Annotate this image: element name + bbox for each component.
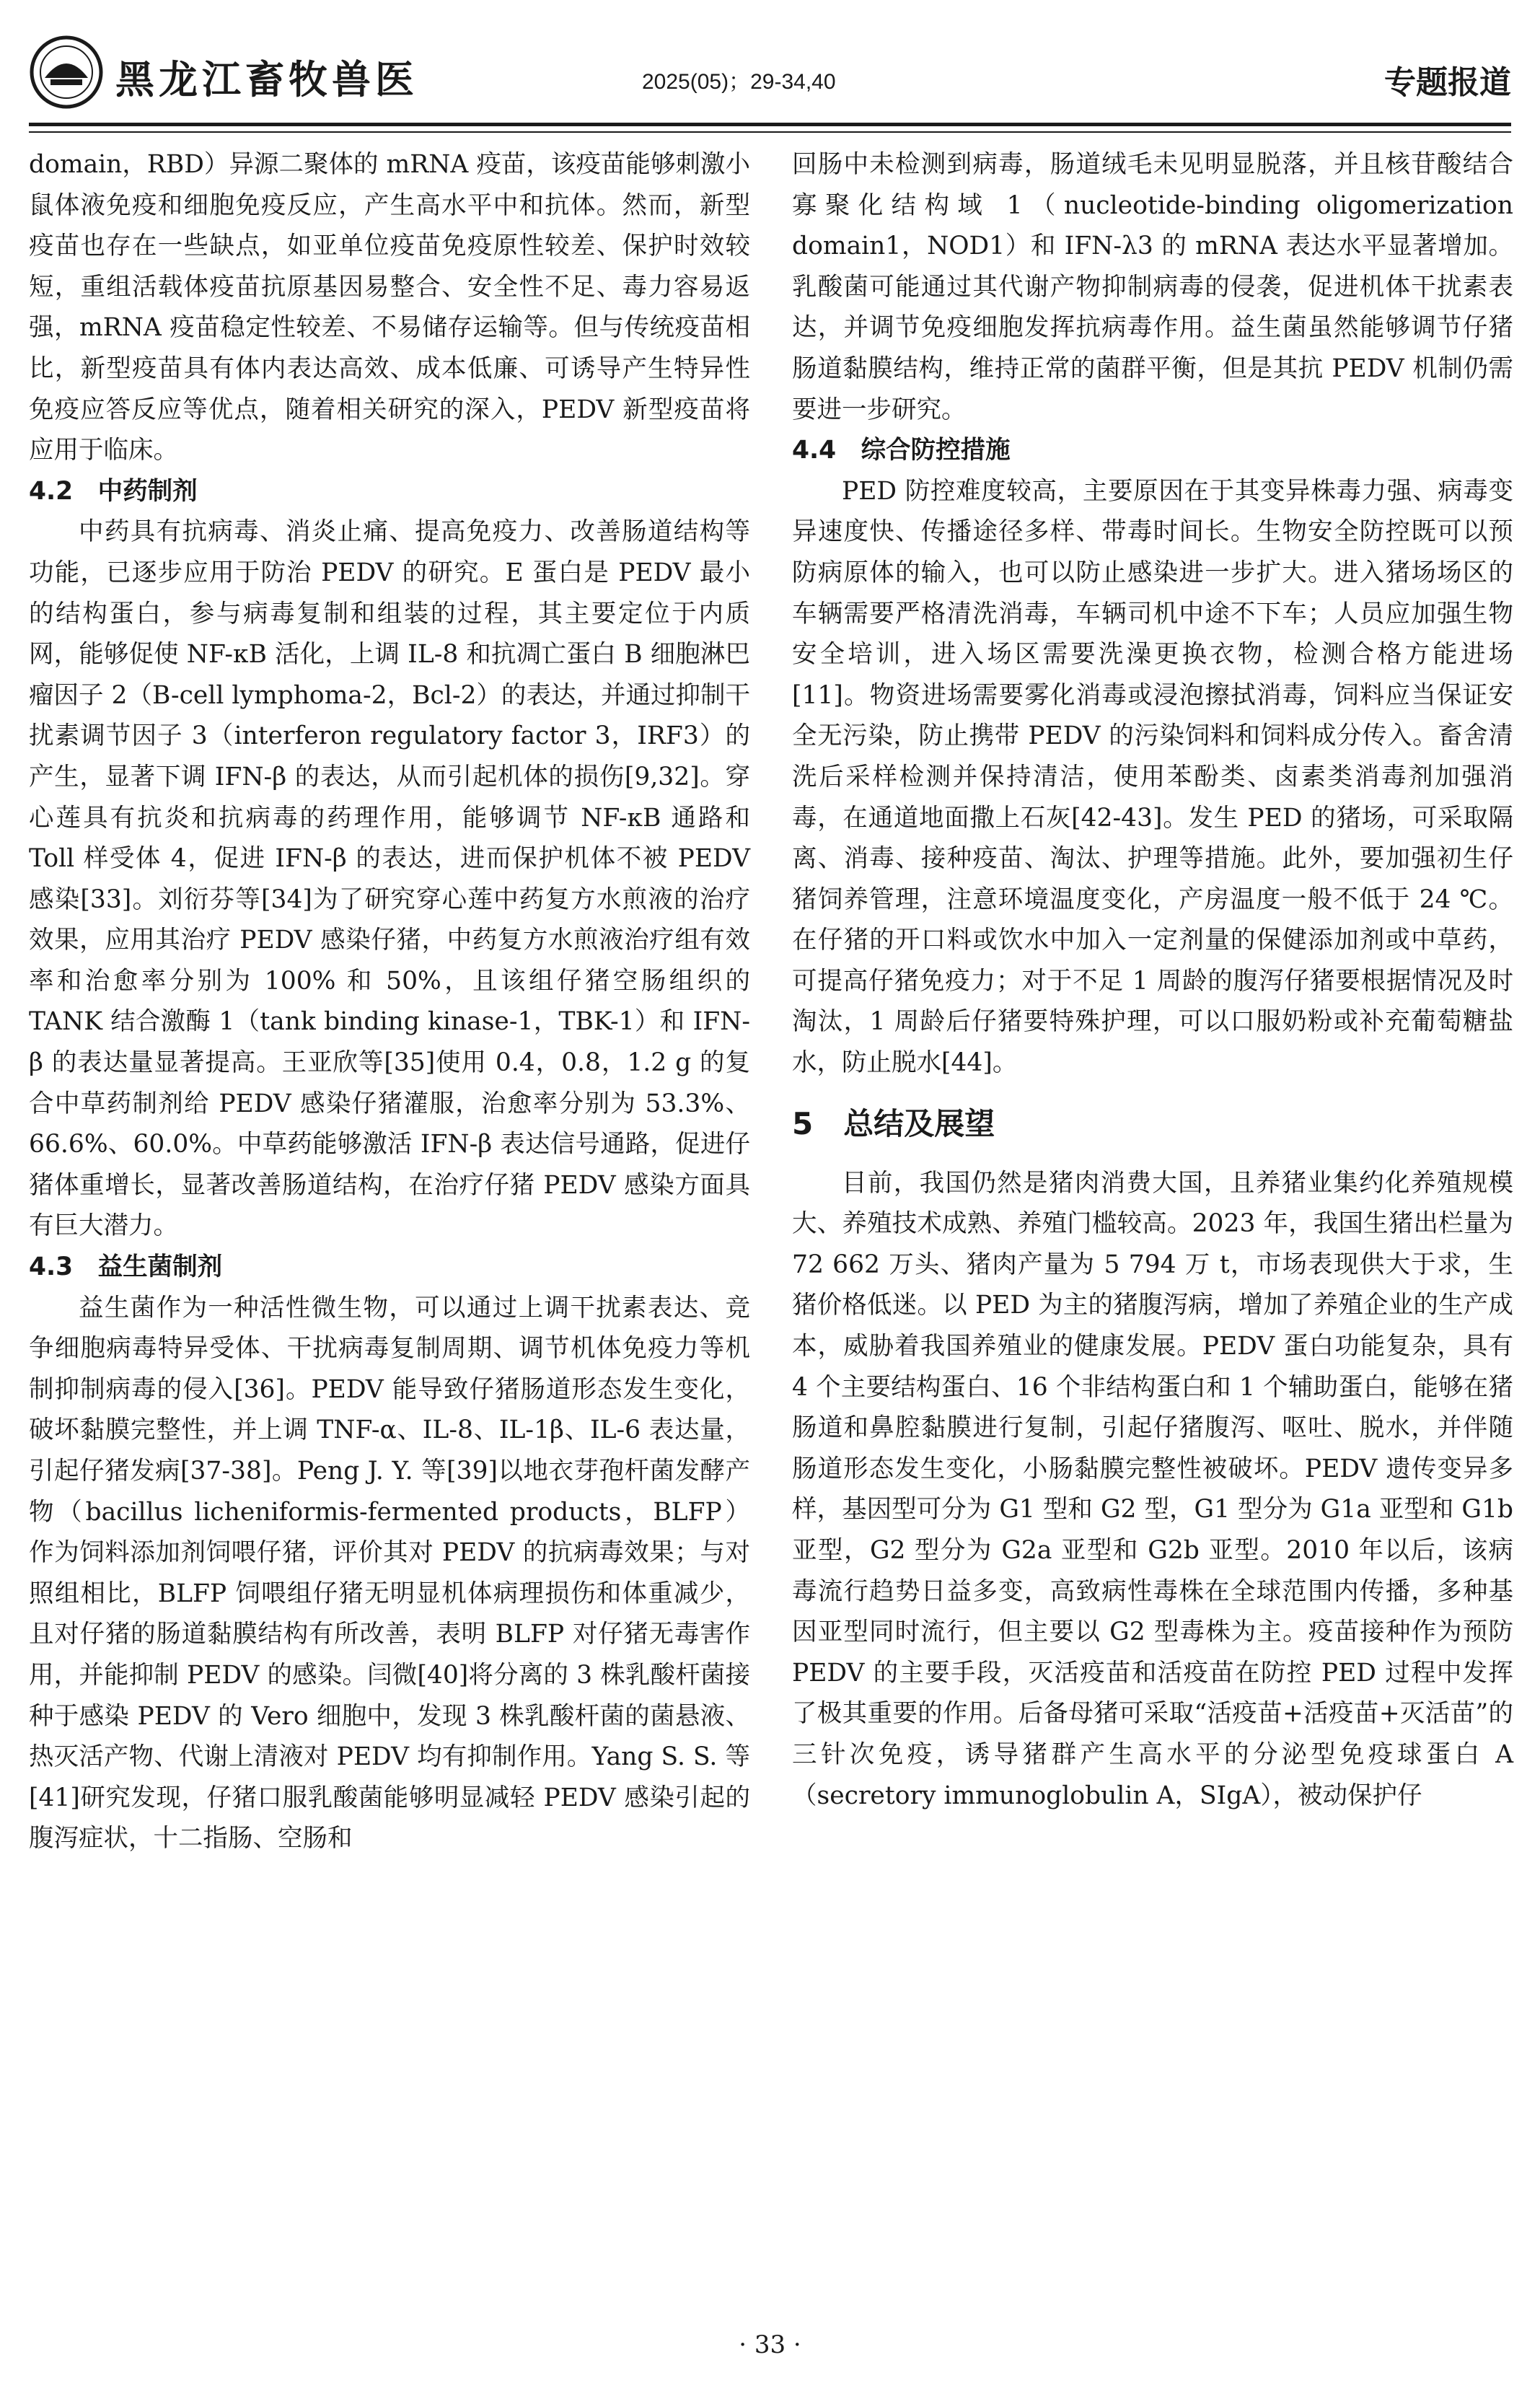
paragraph: 益生菌作为一种活性微生物，可以通过上调干扰素表达、竞争细胞病毒特异受体、干扰病毒复制周期、调节机体免疫力等机制抑制病毒的侵入[36]。PEDV 能导致仔猪肠道形态发生变化，破坏黏膜完整性，并上调 TNF-α、IL-8、IL-1β、IL-6 表达量，引起仔猪发病[37-38]。Peng J. Y. 等[39]以地衣芽孢杆菌发酵产物（bacillus licheniformis-fermented products，BLFP）作为饲料添加剂饲喂仔猪，评价其对 PEDV 的抗病毒效果；与对照组相比，BLFP 饲喂组仔猪无明显机体病理损伤和体重减少，且对仔猪的肠道黏膜结构有所改善，表明 BLFP 对仔猪无毒害作用，并能抑制 PEDV 的感染。闫微[40]将分离的 3 株乳酸杆菌接种于感染 PEDV 的 Vero 细胞中，发现 3 株乳酸杆菌的菌悬液、热灭活产物、代谢上清液对 PEDV 均有抑制作用。Yang S. S. 等[41]研究发现，仔猪口服乳酸菌能够明显减轻 PEDV 感染引起的腹泻症状，十二指肠、空肠和 bbox=[29, 1293, 750, 1853]
chapter-heading: 5 总结及展望 bbox=[792, 1105, 995, 1141]
journal-logo-icon bbox=[29, 35, 104, 110]
page-header bbox=[29, 35, 1511, 121]
paragraph: 回肠中未检测到病毒，肠道绒毛未见明显脱落，并且核苷酸结合寡聚化结构域 1（nucleotide-binding oligomerization domain1，NOD1）和 IFN-λ3 的 mRNA 表达水平显著增加。乳酸菌可能通过其代谢产物抑制病毒的侵袭，促进机体干扰素表达，并调节免疫细胞发挥抗病毒作用。益生菌虽然能够调节仔猪肠道黏膜结构，维持正常的菌群平衡，但是其抗 PEDV 机制仍需要进一步研究。 bbox=[792, 150, 1513, 424]
section-heading: 4.2 中药制剂 bbox=[29, 476, 198, 506]
header-rule bbox=[29, 123, 1511, 126]
section-heading: 4.4 综合防控措施 bbox=[792, 436, 1011, 465]
left-column bbox=[29, 144, 750, 1859]
paragraph: 目前，我国仍然是猪肉消费大国，且养猪业集约化养殖规模大、养殖技术成熟、养殖门槛较高。2023 年，我国生猪出栏量为 72 662 万头、猪肉产量为 5 794 万 t，市场表现供大于求，生猪价格低迷。以 PED 为主的猪腹泻病，增加了养殖企业的生产成本，威胁着我国养殖业的健康发展。PEDV 蛋白功能复杂，具有 4 个主要结构蛋白、16 个非结构蛋白和 1 个辅助蛋白，能够在猪肠道和鼻腔黏膜进行复制，引起仔猪腹泻、呕吐、脱水，并伴随肠道形态发生变化，小肠黏膜完整性被破坏。PEDV 遗传变异多样，基因型可分为 G1 型和 G2 型，G1 型分为 G1a 亚型和 G1b 亚型，G2 型分为 G2a 亚型和 G2b 亚型。2010 年以后，该病毒流行趋势日益多变，高致病性毒株在全球范围内传播，多种基因亚型同时流行，但主要以 G2 型毒株为主。疫苗接种作为预防 PEDV 的主要手段，灭活疫苗和活疫苗在防控 PED 过程中发挥了极其重要的作用。后备母猪可采取“活疫苗+活疫苗+灭活苗”的三针次免疫，诱导猪群产生高水平的分泌型免疫球蛋白 A（secretory immunoglobulin A，SIgA），被动保护仔 bbox=[792, 1168, 1513, 1810]
page-number: · 33 · bbox=[739, 2330, 801, 2359]
paragraph: 中药具有抗病毒、消炎止痛、提高免疫力、改善肠道结构等功能，已逐步应用于防治 PEDV 的研究。E 蛋白是 PEDV 最小的结构蛋白，参与病毒复制和组装的过程，其主要定位于内质网，能够促使 NF-κB 活化，上调 IL-8 和抗凋亡蛋白 B 细胞淋巴瘤因子 2（B-cell lymphoma-2，Bcl-2）的表达，并通过抑制干扰素调节因子 3（interferon regulatory factor 3，IRF3）的产生，显著下调 IFN-β 的表达，从而引起机体的损伤[9,32]。穿心莲具有抗炎和抗病毒的药理作用，能够调节 NF-κB 通路和 Toll 样受体 4，促进 IFN-β 的表达，进而保护机体不被 PEDV 感染[33]。刘衍芬等[34]为了研究穿心莲中药复方水煎液的治疗效果，应用其治疗 PEDV 感染仔猪，中药复方水煎液治疗组有效率和治愈率分别为 100% 和 50%，且该组仔猪空肠组织的 TANK 结合激酶 1（tank binding kinase-1，TBK-1）和 IFN-β 的表达量显著提高。王亚欣等[35]使用 0.4，0.8，1.2 g 的复合中草药制剂给 PEDV 感染仔猪灌服，治愈率分别为 53.3%、66.6%、60.0%。中草药能够激活 IFN-β 表达信号通路，促进仔猪体重增长，显著改善肠道结构，在治疗仔猪 PEDV 感染方面具有巨大潜力。 bbox=[29, 517, 750, 1241]
paragraph: domain，RBD）异源二聚体的 mRNA 疫苗，该疫苗能够刺激小鼠体液免疫和细胞免疫反应，产生高水平中和抗体。然而，新型疫苗也存在一些缺点，如亚单位疫苗免疫原性较差、保护时效较短，重组活载体疫苗抗原基因易整合、安全性不足、毒力容易返强，mRNA 疫苗稳定性较差、不易储存运输等。但与传统疫苗相比，新型疫苗具有体内表达高效、成本低廉、可诱导产生特异性免疫应答反应等优点，随着相关研究的深入，PEDV 新型疫苗将应用于临床。 bbox=[29, 150, 750, 465]
paragraph: PED 防控难度较高，主要原因在于其变异株毒力强、病毒变异速度快、传播途径多样、带毒时间长。生物安全防控既可以预防病原体的输入，也可以防止感染进一步扩大。进入猪场场区的车辆需要严格清洗消毒，车辆司机中途不下车；人员应加强生物安全培训，进入场区需要洗澡更换衣物，检测合格方能进场[11]。物资进场需要雾化消毒或浸泡擦拭消毒，饲料应当保证安全无污染，防止携带 PEDV 的污染饲料和饲料成分传入。畜舍清洗后采样检测并保持清洁，使用苯酚类、卤素类消毒剂加强消毒，在通道地面撒上石灰[42-43]。发生 PED 的猪场，可采取隔离、消毒、接种疫苗、淘汰、护理等措施。此外，要加强初生仔猪饲养管理，注意环境温度变化，产房温度一般不低于 24 ℃。在仔猪的开口料或饮水中加入一定剂量的保健添加剂或中草药，可提高仔猪免疫力；对于不足 1 周龄的腹泻仔猪要根据情况及时淘汰，1 周龄后仔猪要特殊护理，可以口服奶粉或补充葡萄糖盐水，防止脱水[44]。 bbox=[792, 476, 1513, 1078]
journal-title: 黑龙江畜牧兽医 bbox=[115, 56, 418, 102]
section-label: 专题报道 bbox=[1384, 64, 1511, 101]
right-column bbox=[792, 144, 1513, 1816]
section-heading: 4.3 益生菌制剂 bbox=[29, 1252, 223, 1282]
issue-info: 2025(05)；29-34,40 bbox=[642, 70, 836, 94]
header-rule-thin bbox=[29, 131, 1511, 133]
